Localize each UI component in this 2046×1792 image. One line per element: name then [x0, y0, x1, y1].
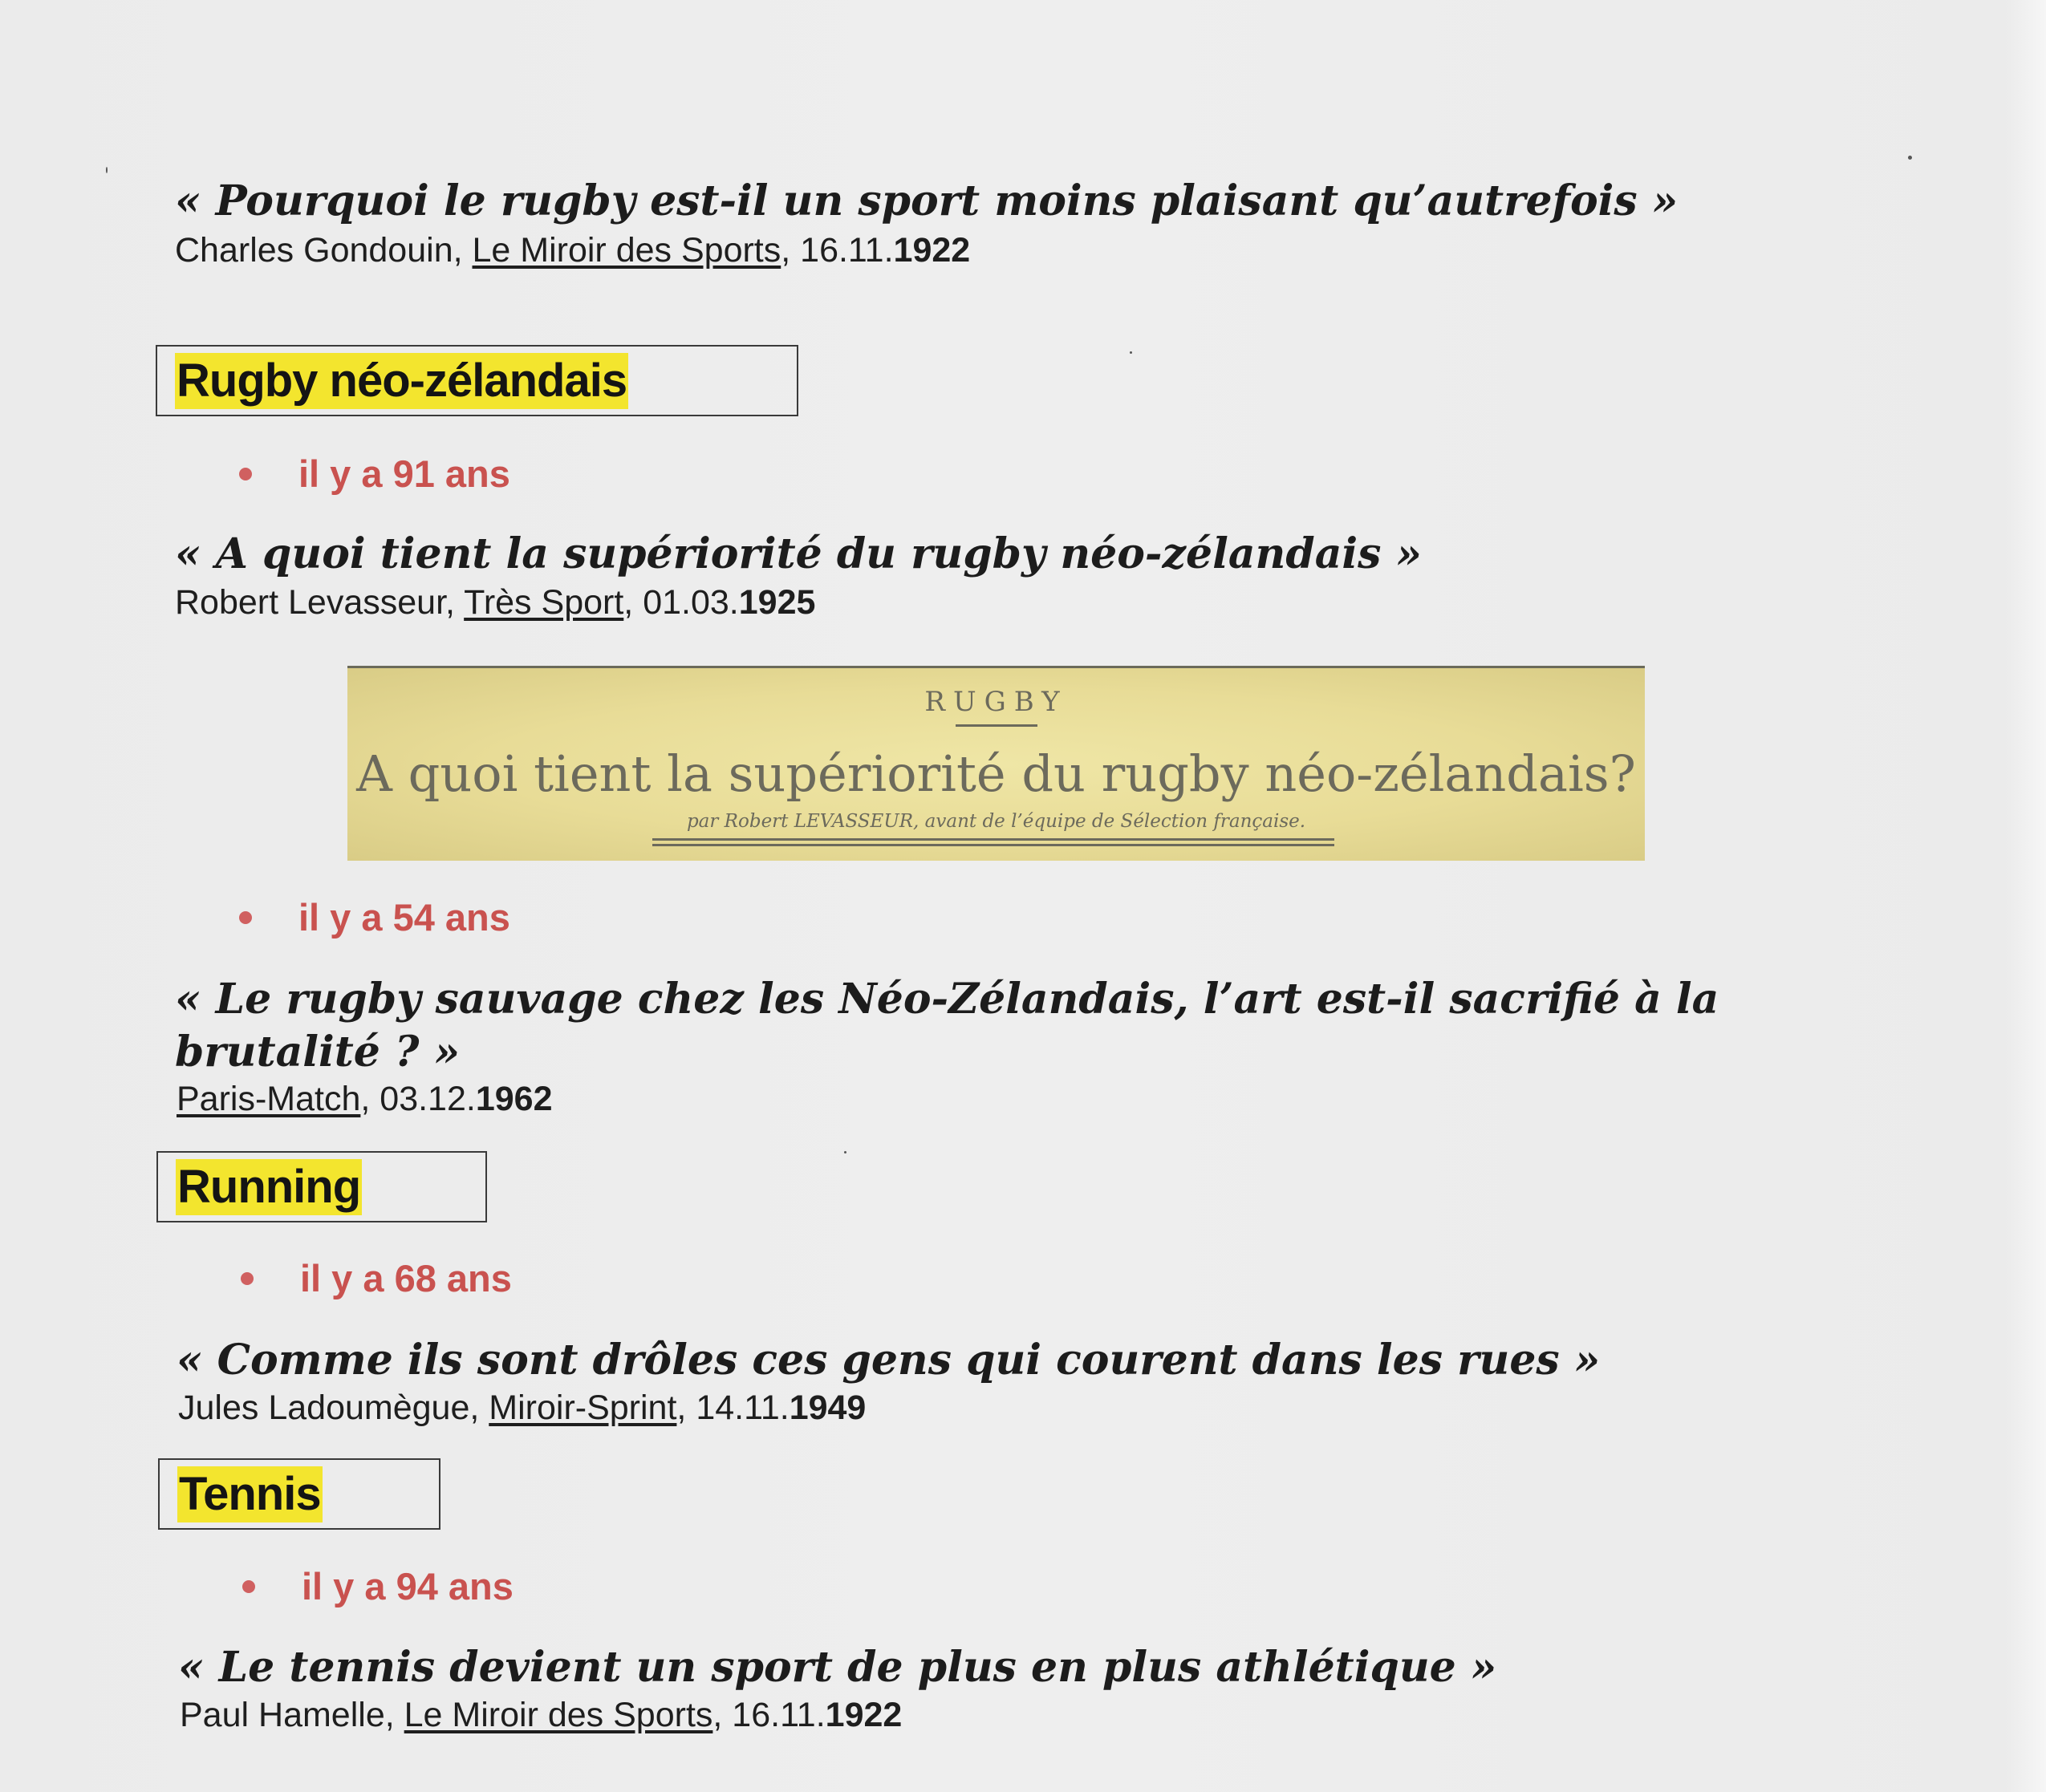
- bullet-icon: [242, 1580, 255, 1593]
- section-heading-box: [156, 345, 798, 416]
- source-year: 1949: [789, 1389, 867, 1427]
- source-author: Jules Ladoumègue,: [178, 1389, 489, 1427]
- clipping-byline: par Robert LEVASSEUR, avant de l’équipe de Sélection française.: [686, 811, 1306, 832]
- quote-title: « Le tennis devient un sport de plus en plus athlétique »: [178, 1643, 1497, 1692]
- scan-speck: [1130, 351, 1132, 354]
- source-year: 1962: [475, 1080, 553, 1118]
- section-heading-box: [158, 1458, 440, 1530]
- clipping-rule: [652, 844, 1334, 846]
- source-author: Charles Gondouin,: [175, 231, 473, 270]
- bullet-icon: [239, 911, 252, 924]
- source-year: 1922: [893, 231, 971, 270]
- scan-speck: [844, 1151, 846, 1153]
- scan-speck: [106, 167, 108, 173]
- clipping-kicker: RUGBY: [924, 686, 1068, 718]
- section-title: Rugby néo-zélandais: [175, 353, 628, 409]
- quote-title: « Le rugby sauvage chez les Néo-Zélandais, l’art est-il sacrifié à la brutalité ? »: [175, 975, 1719, 1076]
- source-publication: Très Sport: [464, 583, 624, 622]
- source-publication: Paris-Match: [177, 1080, 361, 1118]
- years-ago-label: il y a 54 ans: [298, 896, 510, 939]
- source-date: , 16.11.: [781, 231, 894, 270]
- newspaper-clipping-image: [347, 666, 1645, 861]
- quote-title: « A quoi tient la supériorité du rugby néo-zélandais »: [175, 529, 1423, 578]
- years-ago-label: il y a 94 ans: [302, 1565, 514, 1608]
- years-ago-label: il y a 91 ans: [298, 452, 510, 495]
- source-year: 1925: [738, 583, 816, 622]
- source-date: , 03.12.: [360, 1080, 476, 1118]
- years-ago-label: il y a 68 ans: [300, 1257, 512, 1299]
- source-publication: Le Miroir des Sports: [404, 1696, 713, 1734]
- source-date: , 14.11.: [676, 1389, 790, 1427]
- quote-source: [178, 1387, 866, 1429]
- scan-speck: [1908, 156, 1912, 160]
- quote-title: « Comme ils sont drôles ces gens qui courent dans les rues »: [177, 1336, 1601, 1385]
- source-year: 1922: [825, 1696, 903, 1734]
- section-heading-box: [156, 1151, 487, 1222]
- source-publication: Miroir-Sprint: [489, 1389, 677, 1427]
- quote-source: [175, 229, 970, 271]
- clipping-rule: [652, 838, 1334, 841]
- source-author: Paul Hamelle,: [180, 1696, 404, 1734]
- quote-source: [180, 1694, 902, 1736]
- bullet-icon: [239, 468, 252, 480]
- source-date: , 16.11.: [712, 1696, 826, 1734]
- quote-source: [175, 582, 815, 623]
- source-publication: Le Miroir des Sports: [472, 231, 781, 270]
- clipping-rule: [956, 724, 1037, 727]
- quote-title: « Pourquoi le rugby est-il un sport moins plaisant qu’autrefois »: [175, 176, 1679, 225]
- source-author: Robert Levasseur,: [175, 583, 465, 622]
- source-date: , 01.03.: [623, 583, 739, 622]
- clipping-headline: A quoi tient la supériorité du rugby néo-zélandais?: [356, 744, 1636, 803]
- quote-source: [177, 1078, 553, 1120]
- section-title: Running: [176, 1159, 362, 1215]
- bullet-icon: [241, 1272, 254, 1285]
- section-title: Tennis: [177, 1466, 323, 1522]
